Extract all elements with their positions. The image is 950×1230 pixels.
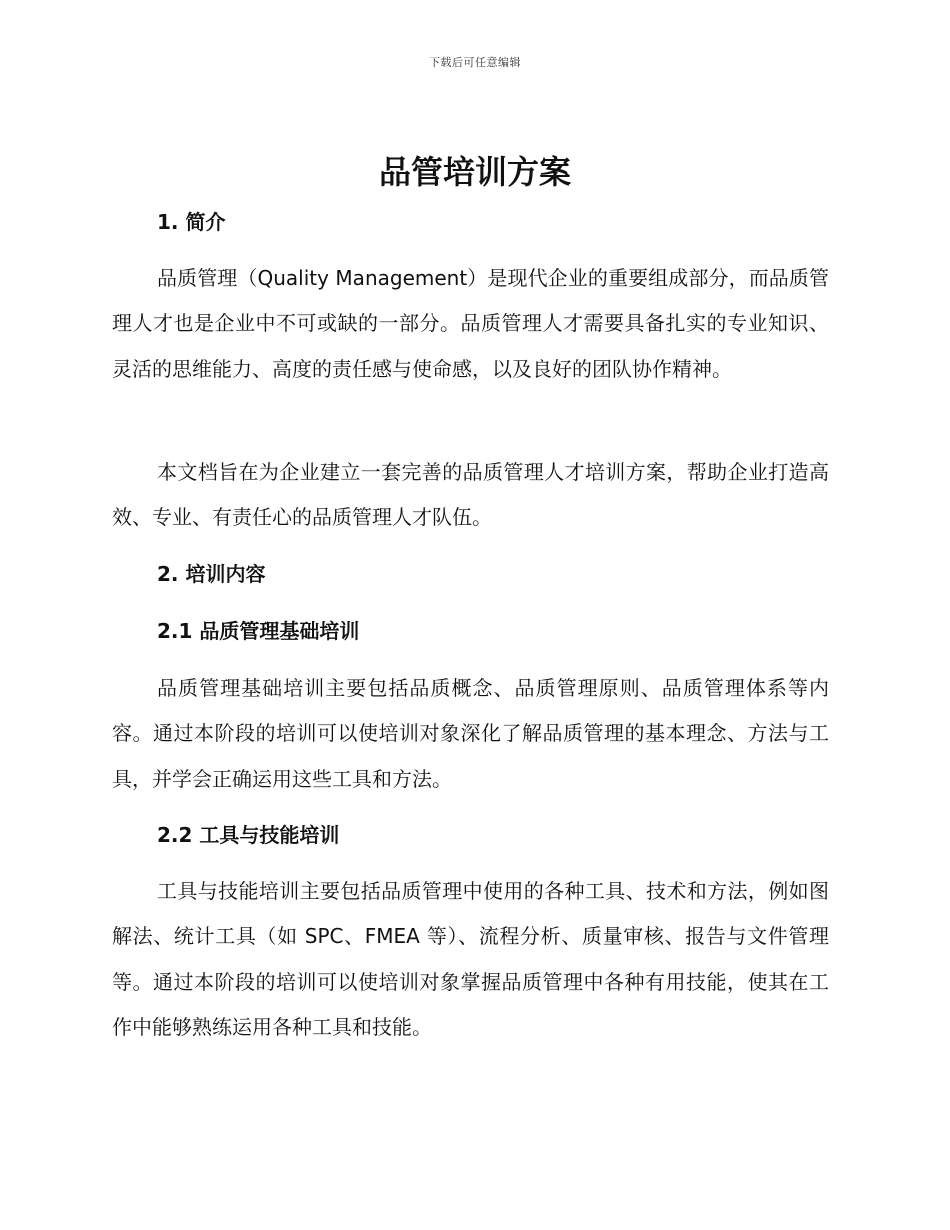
intro-paragraph-2: 本文档旨在为企业建立一套完善的品质管理人才培训方案，帮助企业打造高效、专业、有责任心的品质管理人才队伍。 <box>112 460 829 530</box>
tools-skills-paragraph: 工具与技能培训主要包括品质管理中使用的各种工具、技术和方法，例如图解法、统计工具（如 SPC、FMEA 等）、流程分析、质量审核、报告与文件管理等。通过本阶段的培训可以使培训对象掌握品质管理中各种有用技能，使其在工作中能够熟练运用各种工具和技能。 <box>112 879 829 1039</box>
intro-paragraph-1: 品质管理（Quality Management）是现代企业的重要组成部分，而品质管理人才也是企业中不可或缺的一部分。品质管理人才需要具备扎实的专业知识、灵活的思维能力、高度的责任感与使命感，以及良好的团队协作精神。 <box>112 266 829 381</box>
header-note: 下载后可任意编辑 <box>429 56 521 69</box>
section-heading-intro: 1. 简介 <box>157 210 226 234</box>
basic-training-paragraph: 品质管理基础培训主要包括品质概念、品质管理原则、品质管理体系等内容。通过本阶段的培训可以使培训对象深化了解品质管理的基本理念、方法与工具，并学会正确运用这些工具和方法。 <box>112 676 829 791</box>
document-title: 品管培训方案 <box>378 153 571 191</box>
subsection-heading-basic-training: 2.1 品质管理基础培训 <box>157 619 360 643</box>
subsection-heading-tools-skills: 2.2 工具与技能培训 <box>157 823 340 847</box>
section-heading-training-content: 2. 培训内容 <box>157 562 266 586</box>
